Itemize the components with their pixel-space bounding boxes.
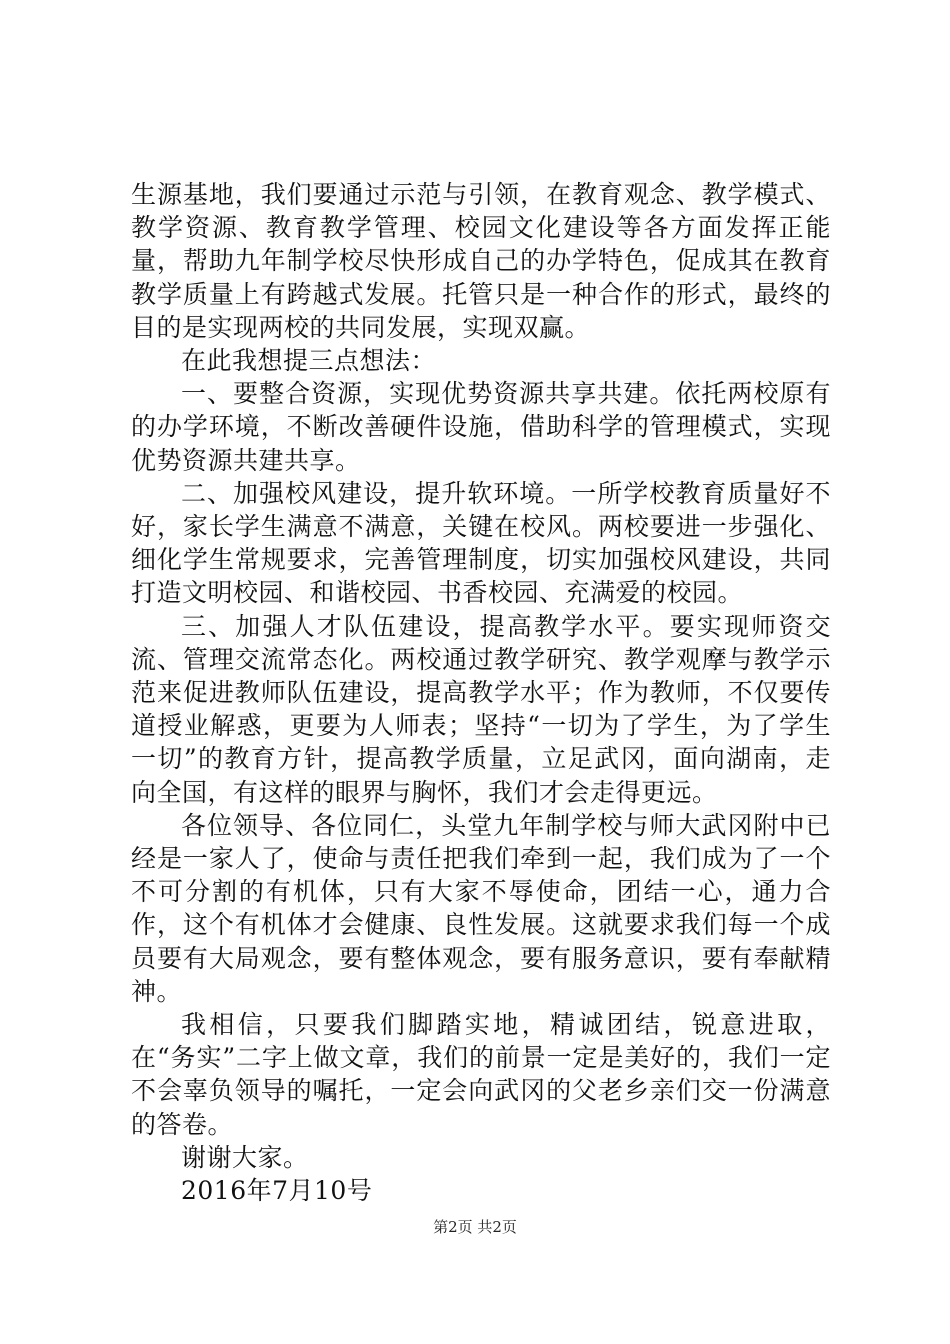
paragraph-belief: 我相信，只要我们脚踏实地，精诚团结，锐意进取，在“务实”二字上做文章，我们的前景一定是美好的，我们一定不会辜负领导的嘱托，一定会向武冈的父老乡亲们交一份满意的答卷。 (131, 1010, 831, 1139)
paragraph-thanks: 谢谢大家。 (181, 1142, 309, 1172)
paragraph-colleagues: 各位领导、各位同仁，头堂九年制学校与师大武冈附中已经是一家人了，使命与责任把我们牵到一起，我们成为了一个不可分割的有机体，只有大家不辱使命，团结一心，通力合作，这个有机体才会健康、良性发展。这就要求我们每一个成员要有大局观念，要有整体观念，要有服务意识，要有奉献精神。 (131, 810, 831, 1006)
paragraph-intro-ideas: 在此我想提三点想法： (181, 346, 437, 376)
document-body (131, 178, 831, 1207)
paragraph-continuation: 生源基地，我们要通过示范与引领，在教育观念、教学模式、教学资源、教育教学管理、校园文化建设等各方面发挥正能量，帮助九年制学校尽快形成自己的办学特色，促成其在教育教学质量上有跨越式发展。托管只是一种合作的形式，最终的目的是实现两校的共同发展，实现双赢。 (131, 180, 831, 342)
paragraph-point-one: 一、要整合资源，实现优势资源共享共建。依托两校原有的办学环境，不断改善硬件设施，借助科学的管理模式，实现优势资源共建共享。 (131, 379, 831, 475)
paragraph-point-three: 三、加强人才队伍建设，提高教学水平。要实现师资交流、管理交流常态化。两校通过教学研究、教学观摩与教学示范来促进教师队伍建设，提高教学水平；作为教师，不仅要传道授业解惑，更要为人师表；坚持“一切为了学生，为了学生一切”的教育方针，提高教学质量，立足武冈，面向湖南，走向全国，有这样的眼界与胸怀，我们才会走得更远。 (131, 611, 831, 807)
paragraph-date: 2016年7月10号 (181, 1176, 373, 1206)
paragraph-point-two: 二、加强校风建设，提升软环境。一所学校教育质量好不好，家长学生满意不满意，关键在校风。两校要进一步强化、细化学生常规要求，完善管理制度，切实加强校风建设，共同打造文明校园、和谐校园、书香校园、充满爱的校园。 (131, 478, 831, 608)
page-footer: 第2页 共2页 (433, 1218, 517, 1236)
